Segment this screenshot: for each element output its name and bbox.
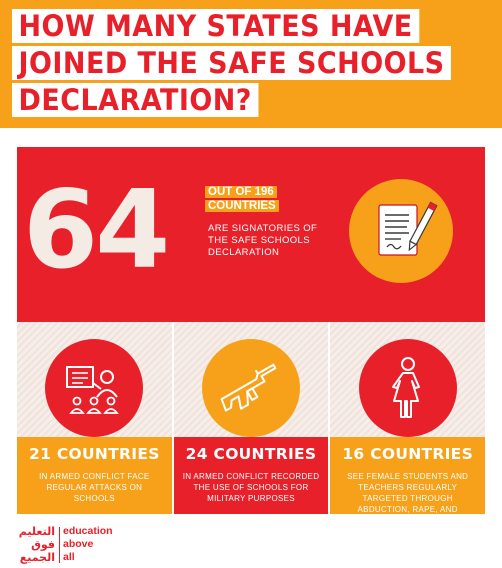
- logo-english-line-3: all: [63, 551, 75, 563]
- signatories-text: ARE SIGNATORIES OF THE SAFE SCHOOLS DECLARATION: [208, 223, 318, 258]
- stat-title: 16 COUNTRIES: [342, 445, 474, 463]
- logo-english: [63, 525, 123, 564]
- out-of-line-2: COUNTRIES: [205, 200, 279, 212]
- headline-line-3: DECLARATION?: [12, 83, 258, 117]
- stat-military-use: [172, 322, 331, 514]
- stat-female-targeted: [330, 322, 485, 525]
- stat-title: 24 COUNTRIES: [185, 445, 317, 463]
- stat-description: IN ARMED CONFLICT RECORDED THE USE OF SCHOOLS FOR MILITARY PURPOSES: [182, 472, 320, 503]
- stat-box: [17, 437, 172, 514]
- stat-description: IN ARMED CONFLICT FACE REGULAR ATTACKS ON SCHOOLS: [39, 472, 150, 503]
- logo-arabic-line-1: التعليم: [18, 525, 55, 538]
- stat-attacks-on-schools: [17, 322, 172, 514]
- female-figure-icon: [359, 339, 457, 437]
- infographic-panel: [17, 147, 485, 525]
- headline-line-2: JOINED THE SAFE SCHOOLS: [12, 46, 451, 80]
- logo-arabic-line-2: فوق: [31, 538, 55, 551]
- logo-english-line-1: education: [63, 525, 113, 537]
- header-banner: [0, 0, 502, 128]
- logo-arabic: [17, 525, 55, 564]
- summary-card: [17, 147, 485, 322]
- logo-divider: [59, 527, 60, 563]
- out-of-line-1: OUT OF 196: [205, 186, 277, 198]
- document-pen-icon: [349, 179, 453, 283]
- stat-box: [330, 437, 485, 525]
- logo-english-line-2: above: [63, 538, 94, 550]
- out-of-label: [205, 185, 301, 213]
- headline-line-1: HOW MANY STATES HAVE: [12, 9, 419, 43]
- stat-box: [174, 437, 329, 514]
- stat-description: SEE FEMALE STUDENTS AND TEACHERS REGULARLY TARGETED THROUGH ABDUCTION, RAPE, AND HARASSMENT: [347, 472, 469, 525]
- logo-arabic-line-3: الجميع: [19, 551, 55, 564]
- rifle-icon: [202, 339, 300, 437]
- stat-title: 21 COUNTRIES: [28, 445, 160, 463]
- signatory-count: 64: [23, 168, 168, 293]
- stats-row: [17, 322, 485, 525]
- classroom-icon: [45, 339, 143, 437]
